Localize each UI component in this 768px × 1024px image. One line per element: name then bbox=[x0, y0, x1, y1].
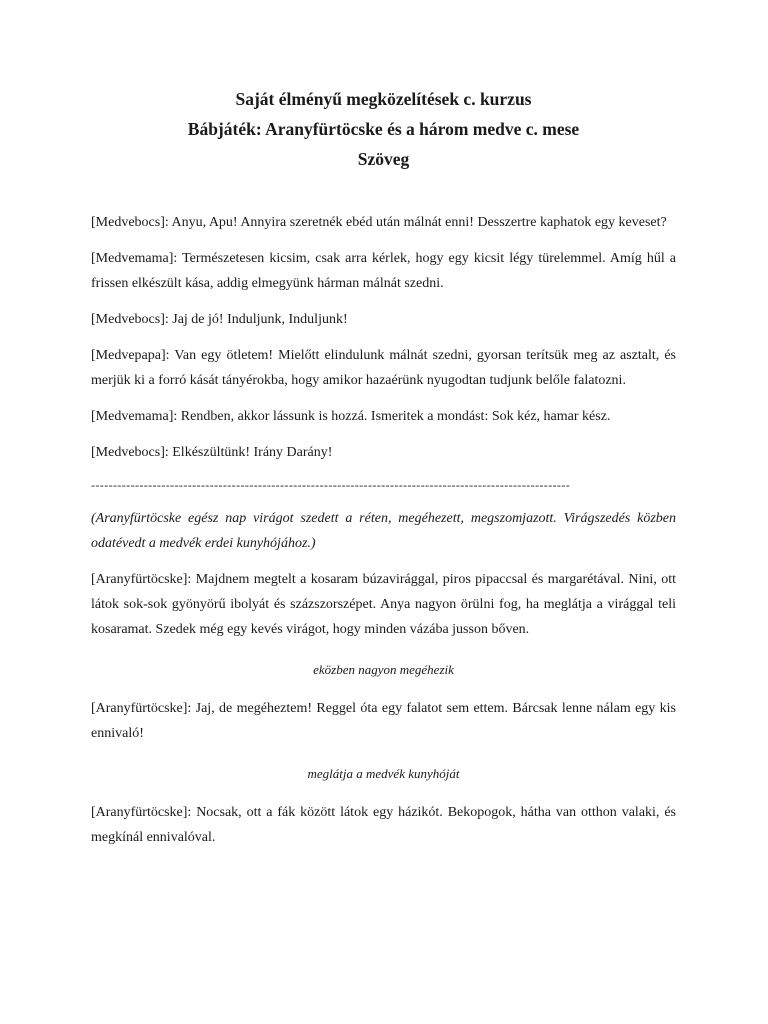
course-title: Saját élményű megközelítések c. kurzus bbox=[235, 89, 532, 109]
stage-direction-2: meglátja a medvék kunyhóját bbox=[307, 766, 460, 781]
dialogue-line-medvemama-2: [Medvemama]: Rendben, akkor lássunk is hozzá. Ismeritek a mondást: Sok kéz, hamar kész. bbox=[91, 409, 611, 424]
scene-separator: ------------------------------------------------------------------------------------------------------------- bbox=[91, 478, 571, 492]
dialogue-line-medvebocs-2: [Medvebocs]: Jaj de jó! Induljunk, Induljunk! bbox=[91, 312, 348, 327]
dialogue-line-medvepapa-1: [Medvepapa]: Van egy ötletem! Mielőtt elindulunk málnát szedni, gyorsan terítsük meg az asztalt, és merjük ki a forró kását tányérokba, hogy amikor hazaérünk nyugodtan tudjunk belőle falatozni. bbox=[91, 348, 676, 388]
dialogue-line-aranyfurtocske-1: [Aranyfürtöcske]: Majdnem megtelt a kosaram búzavirággal, piros pipaccsal és margarétával. Nini, ott látok sok-sok gyönyörű ibolyát és százszorszépet. Anya nagyon örülni fog, ha meglátja a virággal teli kosaramat. Szedek még egy kevés virágot, hogy minden vázába jusson bőven. bbox=[91, 572, 676, 637]
dialogue-line-aranyfurtocske-2: [Aranyfürtöcske]: Jaj, de megéheztem! Reggel óta egy falatot sem ettem. Bárcsak lenne nálam egy kis ennivaló! bbox=[91, 701, 676, 741]
dialogue-line-medvebocs-3: [Medvebocs]: Elkészültünk! Irány Darány! bbox=[91, 445, 333, 460]
title-block bbox=[91, 84, 676, 174]
document-page bbox=[91, 84, 676, 861]
dialogue-line-aranyfurtocske-3: [Aranyfürtöcske]: Nocsak, ott a fák között látok egy házikót. Bekopogok, hátha van otthon valaki, és megkínál ennivalóval. bbox=[91, 805, 676, 845]
dialogue-line-medvebocs-1: [Medvebocs]: Anyu, Apu! Annyira szeretnék ebéd után málnát enni! Desszertre kaphatok egy keveset? bbox=[91, 215, 667, 230]
play-title: Bábjáték: Aranyfürtöcske és a három medve c. mese bbox=[187, 119, 580, 139]
stage-direction-1: eközben nagyon megéhezik bbox=[313, 662, 454, 677]
scene-intro: (Aranyfürtöcske egész nap virágot szedett a réten, megéhezett, megszomjazott. Virágszedés közben odatévedt a medvék erdei kunyhójához.) bbox=[91, 511, 676, 551]
dialogue-line-medvemama-1: [Medvemama]: Természetesen kicsim, csak arra kérlek, hogy egy kicsit légy türelemmel. Amíg hűl a frissen elkészült kása, addig elmegyünk hárman málnát szedni. bbox=[91, 251, 676, 291]
section-title: Szöveg bbox=[357, 149, 410, 169]
